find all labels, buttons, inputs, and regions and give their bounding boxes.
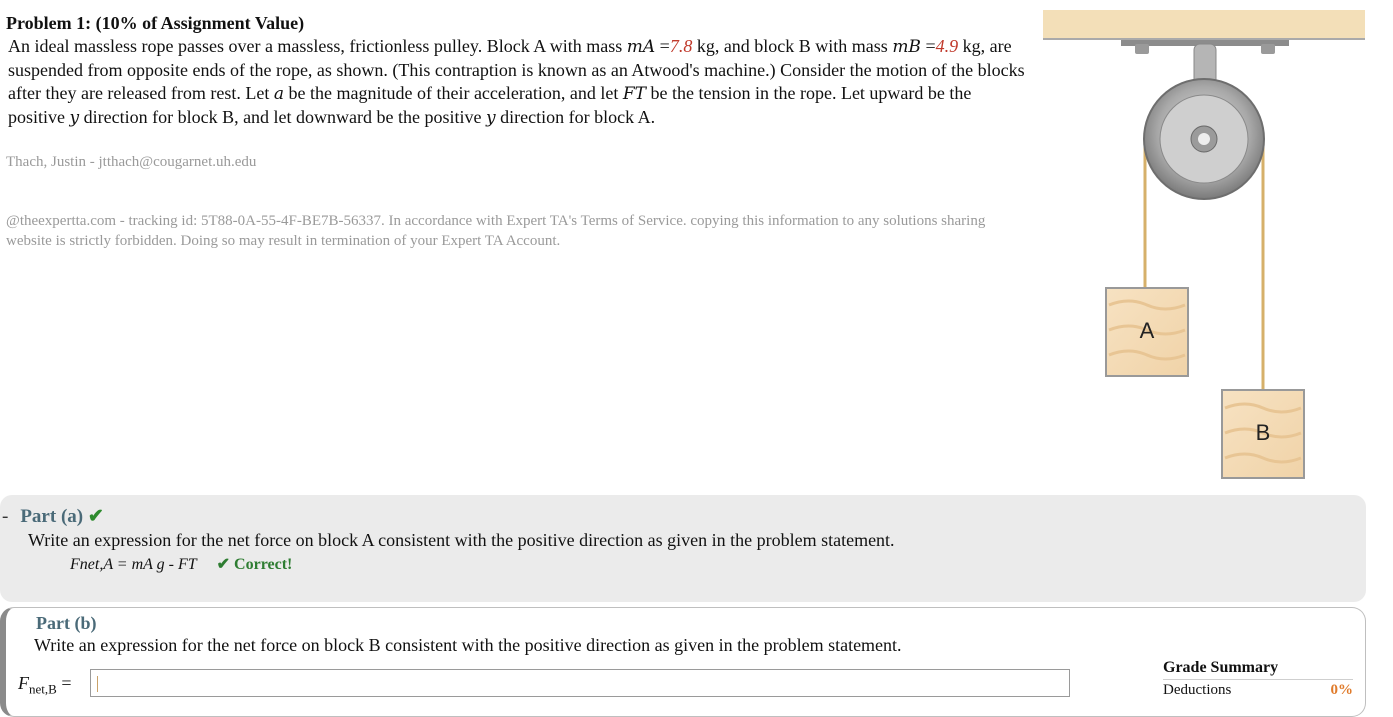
grade-summary	[1163, 659, 1353, 699]
equals-sign: =	[56, 673, 72, 693]
part-b-question: Write an expression for the net force on block B consistent with the positive direction as given in the problem statement.	[34, 635, 902, 655]
deductions-row	[1163, 682, 1353, 699]
pulley-hub	[1198, 133, 1210, 145]
correct-status: ✔ Correct!	[216, 556, 293, 573]
text-segment: An ideal massless rope passes over a massless, frictionless pulley. Block A with mass	[8, 36, 627, 56]
part-a-answer-row	[70, 554, 292, 574]
text-caret	[97, 676, 98, 692]
problem-statement	[6, 12, 1026, 130]
problem-text	[8, 35, 1026, 130]
acceleration-symbol: a	[273, 84, 284, 104]
y-symbol: y	[486, 108, 496, 128]
mount-bolt	[1261, 44, 1275, 54]
text-segment: direction for block B, and let downward be the positive	[79, 107, 487, 127]
part-a-label: Part (a)	[20, 506, 84, 527]
mass-a-value: 7.8	[669, 36, 693, 56]
owner-info: Thach, Justin - jtthach@cougarnet.uh.edu	[6, 154, 257, 170]
answer-field-label	[18, 673, 71, 698]
ceiling-edge	[1043, 38, 1365, 40]
mass-a-symbol: mA	[626, 37, 656, 57]
part-a-answer: Fnet,A = mA g - FT	[70, 556, 197, 573]
tension-symbol: FT	[622, 84, 646, 104]
atwood-figure	[1043, 0, 1368, 490]
deductions-label: Deductions	[1163, 682, 1232, 698]
part-a-question: Write an expression for the net force on block A consistent with the positive direction as given in the problem statement.	[28, 530, 895, 550]
text-segment: kg, and block B with mass	[692, 36, 893, 56]
part-a-panel	[0, 495, 1366, 602]
answer-input[interactable]	[90, 669, 1070, 697]
mass-b-symbol: mB	[892, 37, 921, 57]
text-segment: be the tension in the rope. Let upward be the positive	[8, 83, 972, 127]
force-subscript: net,B	[29, 681, 57, 697]
check-icon: ✔	[87, 506, 104, 527]
text-segment: kg, are suspended from opposite ends of the rope, as shown. (This contraption is known as an Atwood's machine.) Consider the motion of the blocks after they are released from rest. Let	[8, 36, 1025, 103]
text-segment: be the magnitude of their acceleration, and let	[284, 83, 623, 103]
y-symbol: y	[69, 108, 80, 128]
equals-sign: =	[655, 36, 670, 56]
block-b-label: B	[1255, 420, 1271, 445]
part-b-panel	[0, 607, 1366, 717]
ceiling	[1043, 10, 1365, 38]
collapse-toggle[interactable]: -	[2, 506, 9, 527]
part-b-label: Part (b)	[36, 613, 97, 633]
mount-bolt	[1135, 44, 1149, 54]
equals-sign: =	[920, 36, 936, 56]
part-a-header[interactable]	[2, 505, 104, 528]
problem-title: Problem 1: (10% of Assignment Value)	[6, 13, 305, 33]
text-segment: direction for block A.	[495, 107, 656, 127]
block-a-label: A	[1139, 318, 1155, 343]
atwood-diagram	[1043, 0, 1368, 490]
grade-summary-title: Grade Summary	[1163, 659, 1353, 680]
deductions-value: 0%	[1330, 682, 1353, 698]
force-symbol: F	[18, 673, 29, 693]
tracking-notice: @theexpertta.com - tracking id: 5T88-0A-55-4F-BE7B-56337. In accordance with Expert TA's Terms of Service. copying this information to any solutions sharing website is strictly forbidden. Doing so may result in termination of your Expert TA Account.	[6, 213, 986, 249]
mass-b-value: 4.9	[935, 36, 959, 56]
